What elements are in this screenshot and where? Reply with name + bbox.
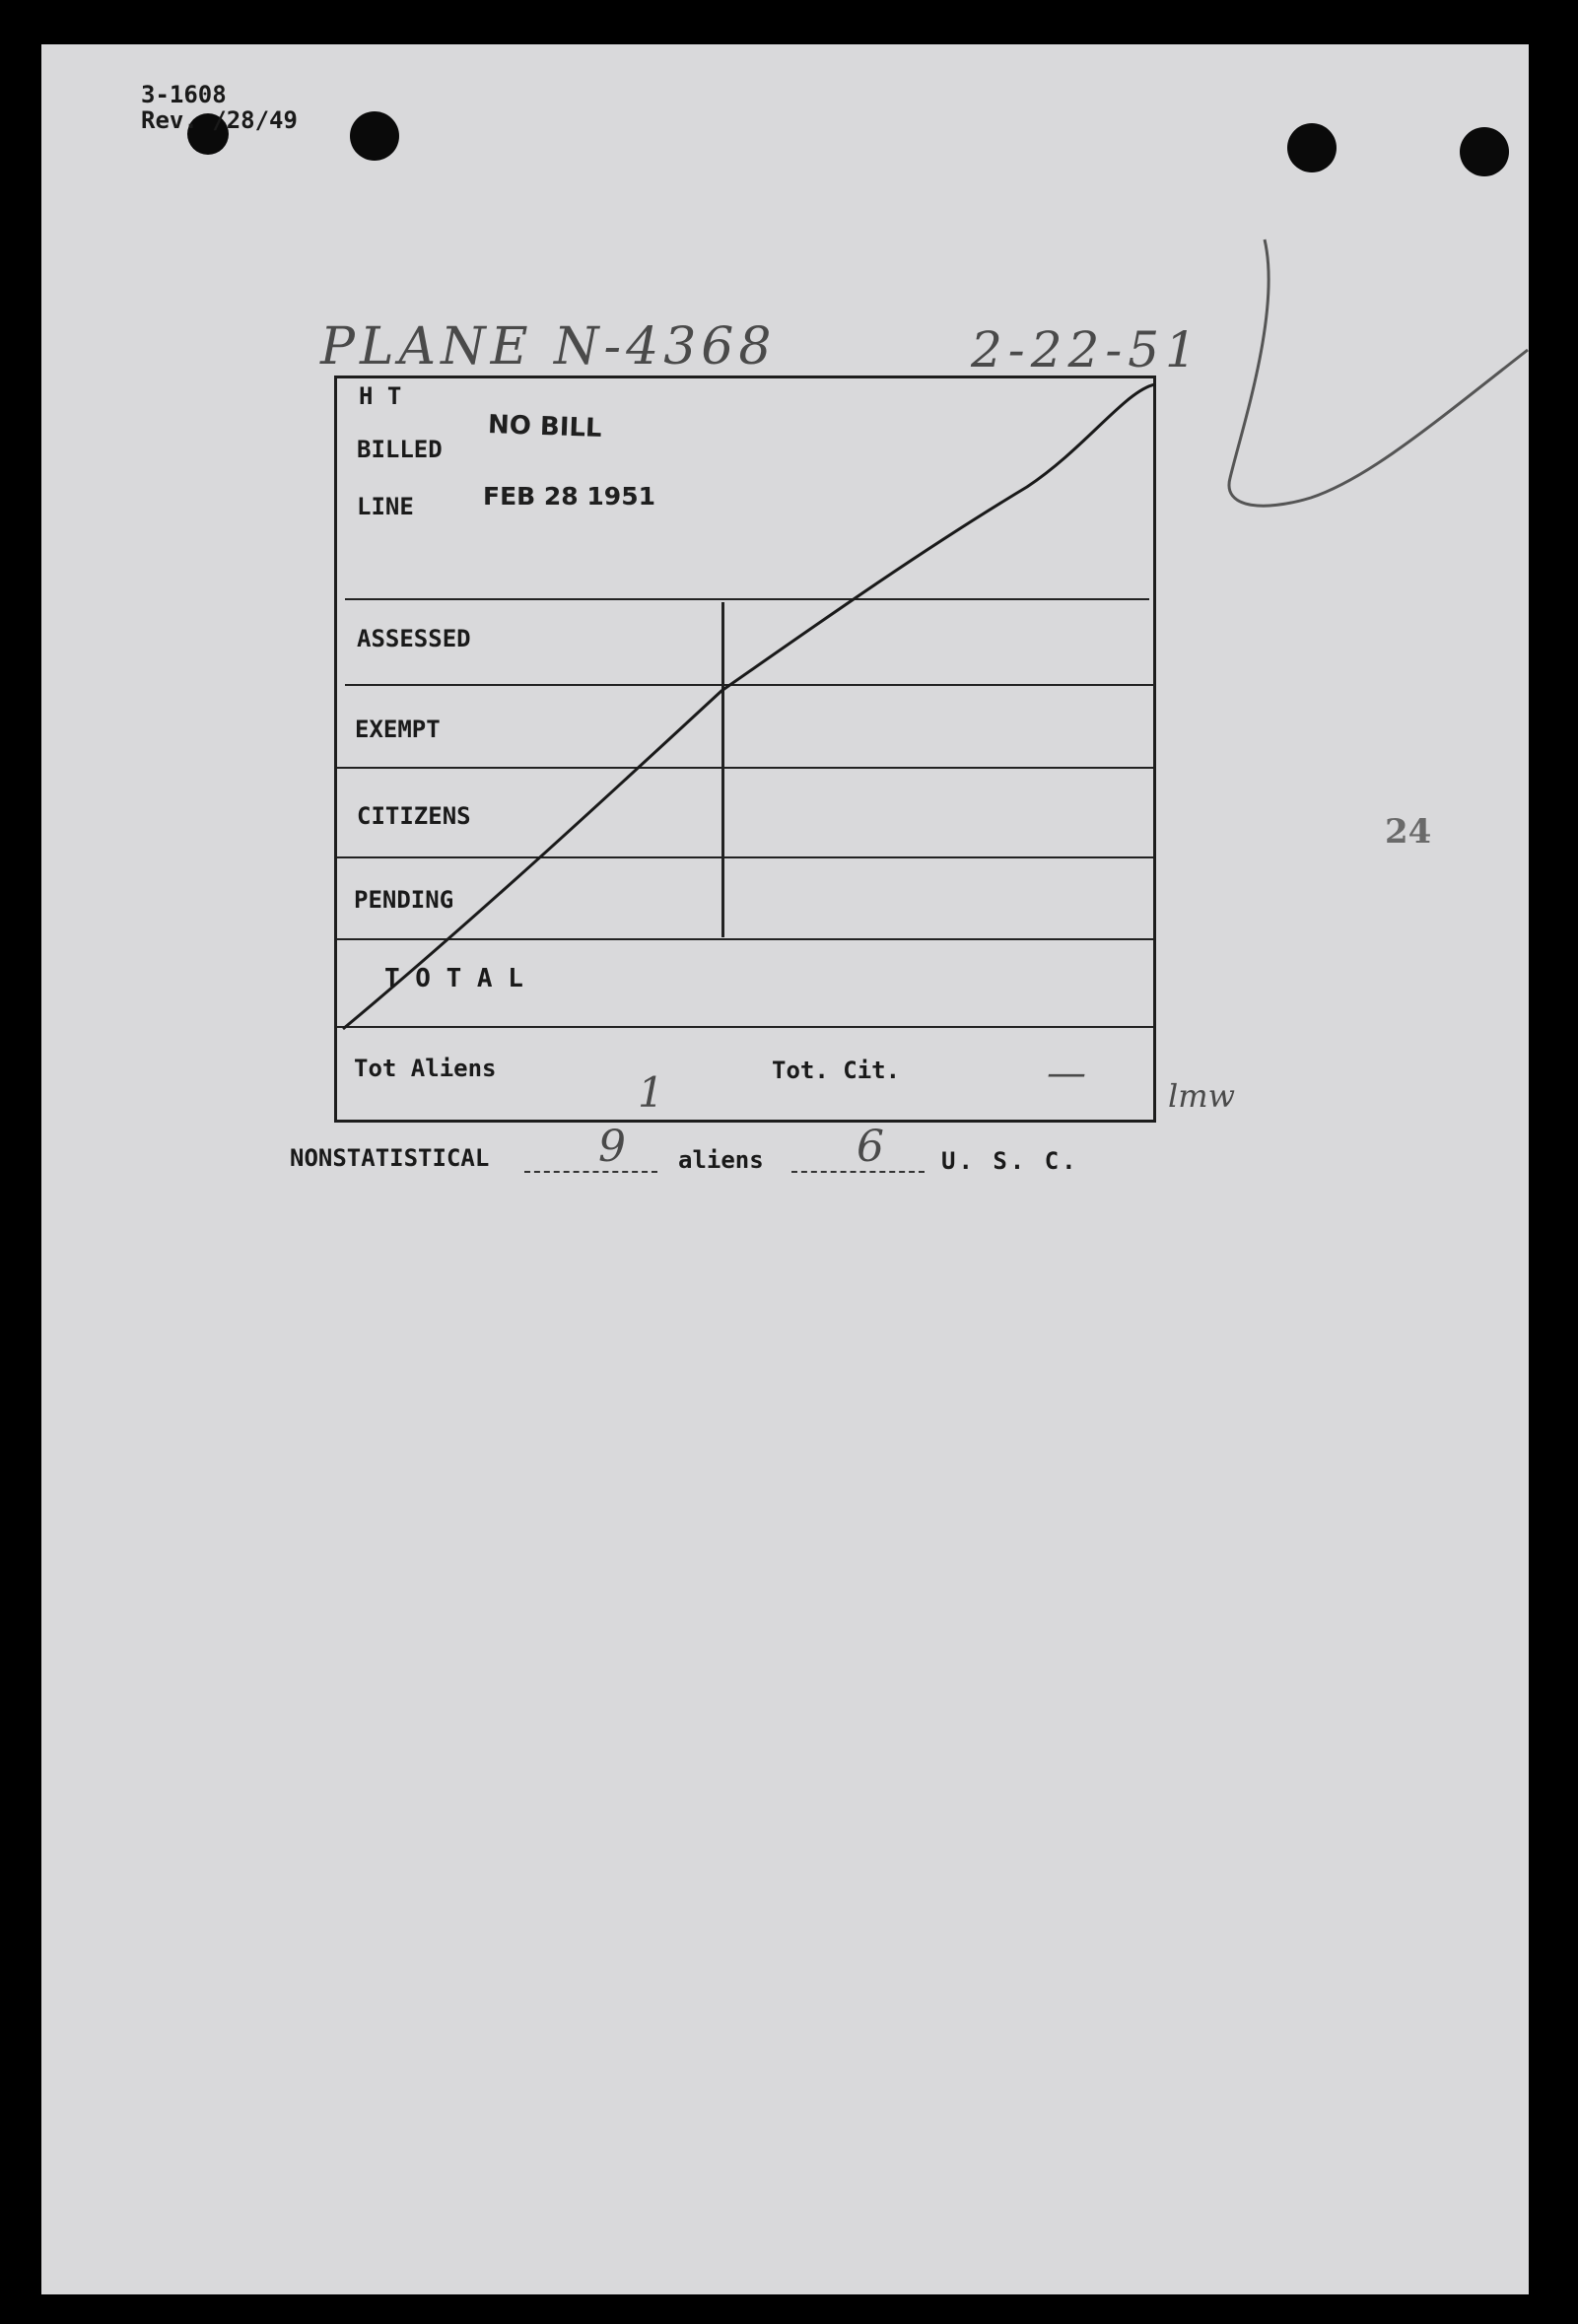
label-aliens: aliens xyxy=(678,1146,764,1174)
initials: lmw xyxy=(1168,1077,1235,1115)
check-mark xyxy=(1222,232,1538,517)
punch-hole-left xyxy=(350,111,399,161)
label-line: LINE xyxy=(357,493,414,520)
punch-hole-right-2 xyxy=(1460,127,1509,176)
label-exempt: EXEMPT xyxy=(355,716,441,743)
summary-form-box xyxy=(334,376,1156,1123)
no-bill-stamp: NO BILL xyxy=(487,409,603,444)
tot-aliens-value: 1 xyxy=(638,1068,664,1117)
label-nonstatistical: NONSTATISTICAL xyxy=(290,1144,490,1172)
label-tot-cit: Tot. Cit. xyxy=(772,1057,901,1084)
label-usc: U. S. C. xyxy=(941,1147,1079,1175)
label-tot-aliens: Tot Aliens xyxy=(354,1055,497,1082)
tot-cit-value: — xyxy=(1047,1051,1086,1096)
label-assessed: ASSESSED xyxy=(357,625,471,652)
label-total: T O T A L xyxy=(384,964,523,993)
date-stamp: FEB 28 1951 xyxy=(483,482,655,511)
vessel-name: PLANE N-4368 xyxy=(320,317,777,376)
page-number: 24 xyxy=(1385,812,1432,852)
nonstat-aliens-blank xyxy=(524,1133,657,1173)
form-number: 3-1608 xyxy=(141,81,227,108)
label-ht: H T xyxy=(359,382,402,410)
label-citizens: CITIZENS xyxy=(357,802,471,830)
nonstat-aliens-value: 9 xyxy=(598,1122,626,1172)
nonstat-usc-value: 6 xyxy=(857,1122,884,1172)
cancellation-line xyxy=(337,378,1159,1126)
punch-hole-right-1 xyxy=(1287,123,1337,172)
form-revision: Rev. /28/49 xyxy=(141,106,298,134)
handwritten-date: 2-22-51 xyxy=(971,321,1202,378)
label-pending: PENDING xyxy=(354,886,454,914)
label-billed: BILLED xyxy=(357,436,443,463)
